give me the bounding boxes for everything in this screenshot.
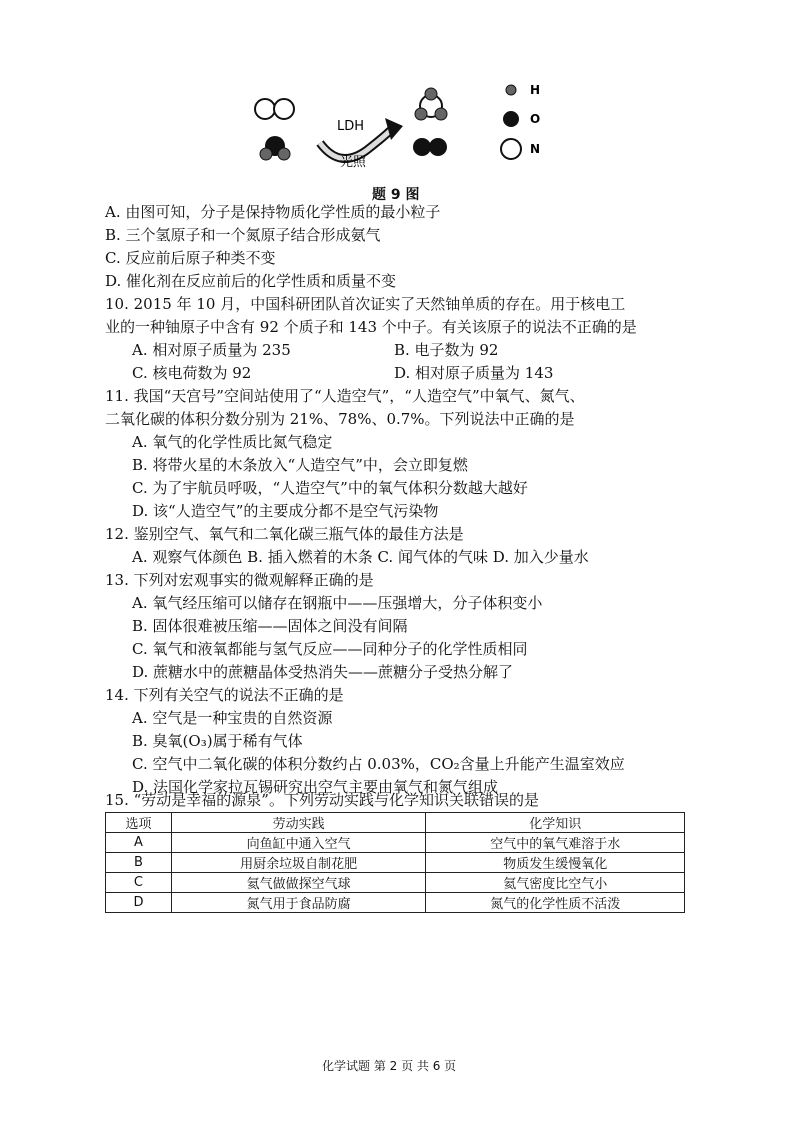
table-cell: 向鱼缸中通入空气 [171,833,426,853]
q9-option-a: A. 由图可知，分子是保持物质化学性质的最小粒子 [105,203,441,221]
q12-options: A. 观察气体颜色 B. 插入燃着的木条 C. 闻气体的气味 D. 加入少量水 [132,548,589,566]
table-cell: C [106,873,172,893]
table-header-row [106,813,685,833]
water-hydrogen-atom-1 [260,148,272,160]
q10-option-d: D. 相对原子质量为 143 [394,364,554,382]
ammonia-hydrogen-atom-3 [435,108,447,120]
q9-option-d: D. 催化剂在反应前后的化学性质和质量不变 [105,272,397,290]
reaction-diagram [245,78,565,178]
q11-stem-line2: 二氧化碳的体积分数分别为 21%、78%、0.7%。下列说法中正确的是 [105,410,575,428]
table-cell: 氮气用于食品防腐 [171,893,426,913]
q15-stem: 15. “劳动是幸福的源泉”。下列劳动实践与化学知识关联错误的是 [105,791,539,809]
ammonia-hydrogen-atom-2 [415,108,427,120]
q15-table [105,812,685,913]
nitrogen-molecule-atom-1 [255,99,275,119]
q11-option-a: A. 氧气的化学性质比氮气稳定 [132,433,333,451]
q13-option-c: C. 氧气和液氧都能与氢气反应——同种分子的化学性质相同 [132,640,528,658]
legend-o-label: O [530,112,541,126]
q10-option-c: C. 核电荷数为 92 [132,364,252,382]
q13-option-a: A. 氧气经压缩可以储存在钢瓶中——压强增大，分子体积变小 [132,594,543,612]
table-cell: B [106,853,172,873]
reaction-figure [245,78,565,178]
oxygen-molecule-atom-2 [429,138,447,156]
q14-option-c: C. 空气中二氧化碳的体积分数约占 0.03%，CO₂含量上升能产生温室效应 [132,755,625,773]
arrow-bottom-label: 光照 [340,155,367,170]
table-row [106,893,685,913]
table-header-practice: 劳动实践 [171,813,426,833]
figure-caption: 题 9 图 [372,187,420,203]
q11-option-d: D. 该“人造空气”的主要成分都不是空气污染物 [132,502,439,520]
oxygen-molecule-atom-1 [413,138,431,156]
q13-option-d: D. 蔗糖水中的蔗糖晶体受热消失——蔗糖分子受热分解了 [132,663,514,681]
table-cell: A [106,833,172,853]
q14-option-a: A. 空气是一种宝贵的自然资源 [132,709,333,727]
q12-stem: 12. 鉴别空气、氧气和二氧化碳三瓶气体的最佳方法是 [105,525,464,543]
nitrogen-molecule-atom-2 [274,99,294,119]
table-header-knowledge: 化学知识 [426,813,685,833]
q14-option-b: B. 臭氧(O₃)属于稀有气体 [132,732,303,750]
oxygen-atom-icon [503,111,519,127]
q11-option-b: B. 将带火星的木条放入“人造空气”中，会立即复燃 [132,456,468,474]
q13-option-b: B. 固体很难被压缩——固体之间没有间隔 [132,617,408,635]
table-cell: 空气中的氧气难溶于水 [426,833,685,853]
q9-option-c: C. 反应前后原子种类不变 [105,249,276,267]
q10-stem-line1: 10. 2015 年 10 月，中国科研团队首次证实了天然铀单质的存在。用于核电工 [105,295,626,313]
q10-option-a: A. 相对原子质量为 235 [132,341,291,359]
table-cell: 氦气密度比空气小 [426,873,685,893]
q14-stem: 14. 下列有关空气的说法不正确的是 [105,686,344,704]
q11-option-c: C. 为了宇航员呼吸，“人造空气”中的氧气体积分数越大越好 [132,479,528,497]
q10-stem-line2: 业的一种铀原子中含有 92 个质子和 143 个中子。有关该原子的说法不正确的是 [105,318,637,336]
table-row [106,853,685,873]
q11-stem-line1: 11. 我国“天宫号”空间站使用了“人造空气”，“人造空气”中氧气、氮气、 [105,387,585,405]
q13-stem: 13. 下列对宏观事实的微观解释正确的是 [105,571,374,589]
table-cell: 物质发生缓慢氧化 [426,853,685,873]
table-row [106,873,685,893]
table-header-option: 选项 [106,813,172,833]
table-cell: 氮气的化学性质不活泼 [426,893,685,913]
legend-n-label: N [530,142,541,156]
q9-option-b: B. 三个氢原子和一个氮原子结合形成氨气 [105,226,381,244]
water-hydrogen-atom-2 [278,148,290,160]
q10-option-b: B. 电子数为 92 [394,341,499,359]
table-cell: 氦气做做探空气球 [171,873,426,893]
nitrogen-atom-icon [501,139,521,159]
q14-option-d: D. 法国化学家拉瓦锡研究出空气主要由氧气和氮气组成 [132,778,499,796]
table-cell: 用厨余垃圾自制花肥 [171,853,426,873]
legend-h-label: H [530,83,541,97]
arrow-top-label: LDH [337,119,365,134]
ammonia-hydrogen-atom-1 [425,88,437,100]
table-cell: D [106,893,172,913]
hydrogen-atom-icon [506,85,516,95]
table-row [106,833,685,853]
page-footer: 化学试题 第 2 页 共 6 页 [322,1059,457,1073]
